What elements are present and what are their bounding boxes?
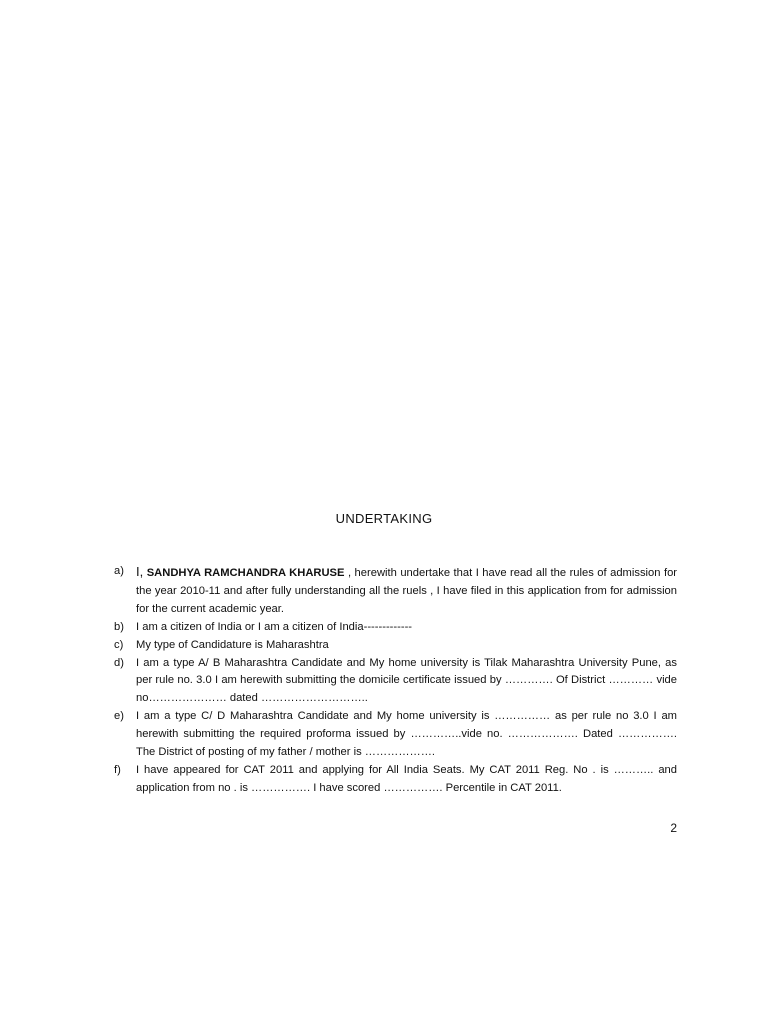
list-item-f <box>114 762 677 798</box>
list-item-b <box>114 619 677 637</box>
list-marker: e) <box>114 710 124 723</box>
list-marker: a) <box>114 565 124 577</box>
document-title: UNDERTAKING <box>335 511 433 526</box>
list-item-text: I am a citizen of India or I am a citizen of India------------- <box>136 620 413 633</box>
list-marker: f) <box>114 763 121 776</box>
list-item-c <box>114 637 677 655</box>
list-item-text: I have appeared for CAT 2011 and applying for All India Seats. My CAT 2011 Reg. No . is ……….. and application from no . is ……………. I have scored ……………. Percentile in CAT 2011. <box>136 763 677 794</box>
candidate-name: SANDHYA RAMCHANDRA KHARUSE <box>146 567 345 579</box>
pronoun: I, <box>136 564 144 579</box>
list-item-text: I am a type A/ B Maharashtra Candidate and My home university is Tilak Maharashtra University Pune, as per rule no. 3.0 I am herewith submitting the domicile certificate issued by …………. Of District ………… vide no………………… dated ……………………….. <box>136 656 677 705</box>
list-item-text: I am a type C/ D Maharashtra Candidate and My home university is …………… as per rule no 3.0 I am herewith submitting the required proforma issued by …………..vide no. ………………. Dated ……………. The District of posting of my father / mother is ………………. <box>136 710 677 759</box>
list-item-e <box>114 708 677 762</box>
list-marker: b) <box>114 620 124 633</box>
list-item-body: , herewith undertake that I have read all the rules of admission for the year 2010-11 and after fully understanding all the ruels , I have filed in this application from for admission for the current academic year. <box>136 567 678 615</box>
list-item-text: My type of Candidature is Maharashtra <box>136 638 329 651</box>
list-item-text <box>136 563 677 619</box>
page-number: 2 <box>670 821 677 835</box>
list-item-d <box>114 655 677 709</box>
list-marker: d) <box>114 656 124 669</box>
undertaking-list <box>114 563 677 798</box>
list-marker: c) <box>114 638 124 651</box>
list-item-a <box>114 563 677 619</box>
